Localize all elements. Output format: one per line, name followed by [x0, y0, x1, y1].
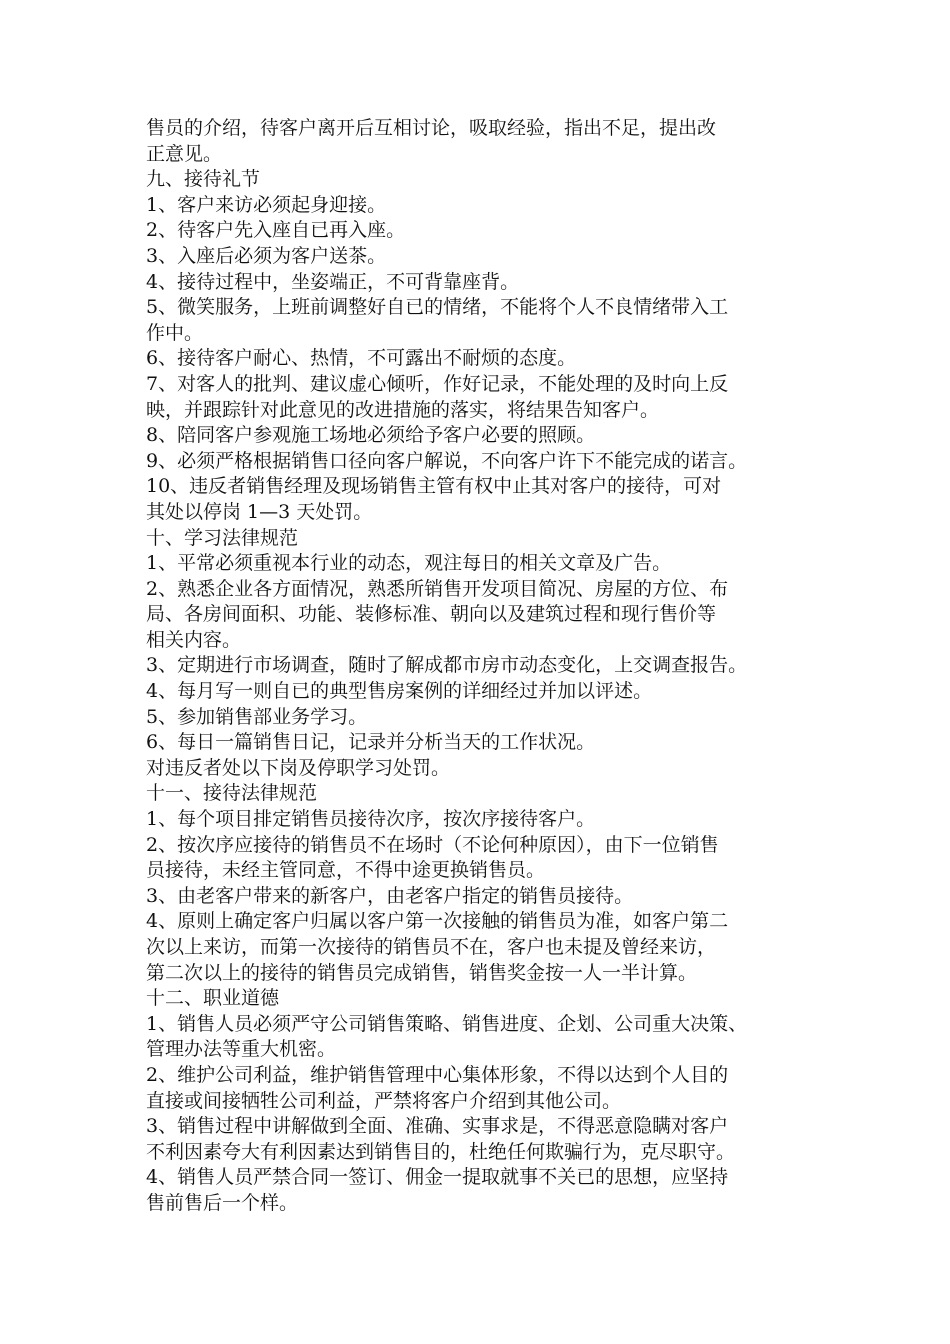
text-line: 3、销售过程中讲解做到全面、准确、实事求是，不得恶意隐瞒对客户: [146, 1115, 729, 1138]
text-line: 2、待客户先入座自已再入座。: [146, 219, 406, 242]
text-line: 3、由老客户带来的新客户，由老客户指定的销售员接待。: [146, 884, 634, 907]
text-line: 4、原则上确定客户归属以客户第一次接触的销售员为准，如客户第二: [146, 910, 729, 933]
text-line: 售前售后一个样。: [146, 1191, 299, 1214]
text-line: 2、熟悉企业各方面情况，熟悉所销售开发项目简况、房屋的方位、布: [146, 577, 729, 600]
text-line: 员接待，未经主管同意，不得中途更换销售员。: [146, 859, 546, 882]
text-line: 8、陪同客户参观施工场地必须给予客户必要的照顾。: [146, 424, 596, 447]
text-line: 其处以停岗 1—3 天处罚。: [146, 500, 373, 523]
text-line: 映，并跟踪针对此意见的改进措施的落实，将结果告知客户。: [146, 398, 660, 421]
text-line: 10、违反者销售经理及现场销售主管有权中止其对客户的接待，可对: [146, 475, 722, 498]
text-line: 售员的介绍，待客户离开后互相讨论，吸取经验，指出不足，提出改: [146, 117, 717, 139]
text-line: 正意见。: [146, 142, 223, 165]
text-line: 9、必须严格根据销售口径向客户解说，不向客户许下不能完成的诺言。: [146, 449, 748, 472]
text-line: 不利因素夸大有利因素达到销售目的，杜绝任何欺骗行为，克尽职守。: [146, 1140, 736, 1163]
text-line: 次以上来访，而第一次接待的销售员不在，客户也未提及曾经来访，: [146, 936, 717, 958]
text-line: 十、学习法律规范: [146, 526, 299, 549]
text-line: 1、销售人员必须严守公司销售策略、销售进度、企划、公司重大决策、: [146, 1012, 748, 1035]
text-line: 6、每日一篇销售日记，记录并分析当天的工作状况。: [146, 731, 596, 754]
text-line: 4、接待过程中，坐姿端正，不可背靠座背。: [146, 270, 520, 293]
text-line: 十二、职业道德: [146, 987, 280, 1010]
document-body: [146, 116, 826, 1217]
text-line: 第二次以上的接待的销售员完成销售，销售奖金按一人一半计算。: [146, 961, 698, 984]
text-line: 管理办法等重大机密。: [146, 1038, 337, 1061]
text-line: 十一、接待法律规范: [146, 782, 318, 805]
text-line: 4、销售人员严禁合同一签订、佣金一提取就事不关已的思想，应坚持: [146, 1166, 729, 1189]
text-line: 2、按次序应接待的销售员不在场时（不论何种原因），由下一位销售: [146, 833, 719, 856]
text-line: 作中。: [146, 321, 204, 344]
text-line: 3、定期进行市场调查，随时了解成都市房市动态变化，上交调查报告。: [146, 654, 748, 677]
text-line: 对违反者处以下岗及停职学习处罚。: [146, 756, 451, 779]
text-line: 6、接待客户耐心、热情，不可露出不耐烦的态度。: [146, 347, 577, 370]
text-line: 7、对客人的批判、建议虚心倾听，作好记录，不能处理的及时向上反: [146, 372, 729, 395]
text-line: 1、平常必须重视本行业的动态，观注每日的相关文章及广告。: [146, 552, 672, 575]
text-line: 局、各房间面积、功能、装修标准、朝向以及建筑过程和现行售价等: [146, 603, 717, 626]
text-line: 2、维护公司利益，维护销售管理中心集体形象，不得以达到个人目的: [146, 1063, 729, 1086]
text-line: 5、微笑服务，上班前调整好自已的情绪，不能将个人不良情绪带入工: [146, 296, 729, 319]
text-line: 4、每月写一则自已的典型售房案例的详细经过并加以评述。: [146, 680, 653, 703]
text-line: 5、参加销售部业务学习。: [146, 705, 368, 728]
text-line: 1、客户来访必须起身迎接。: [146, 193, 387, 216]
text-line: 九、接待礼节: [146, 168, 261, 191]
text-line: 1、每个项目排定销售员接待次序，按次序接待客户。: [146, 808, 596, 831]
text-line: 3、入座后必须为客户送茶。: [146, 244, 387, 267]
text-line: 相关内容。: [146, 628, 242, 651]
text-line: 直接或间接牺牲公司利益，严禁将客户介绍到其他公司。: [146, 1089, 622, 1112]
